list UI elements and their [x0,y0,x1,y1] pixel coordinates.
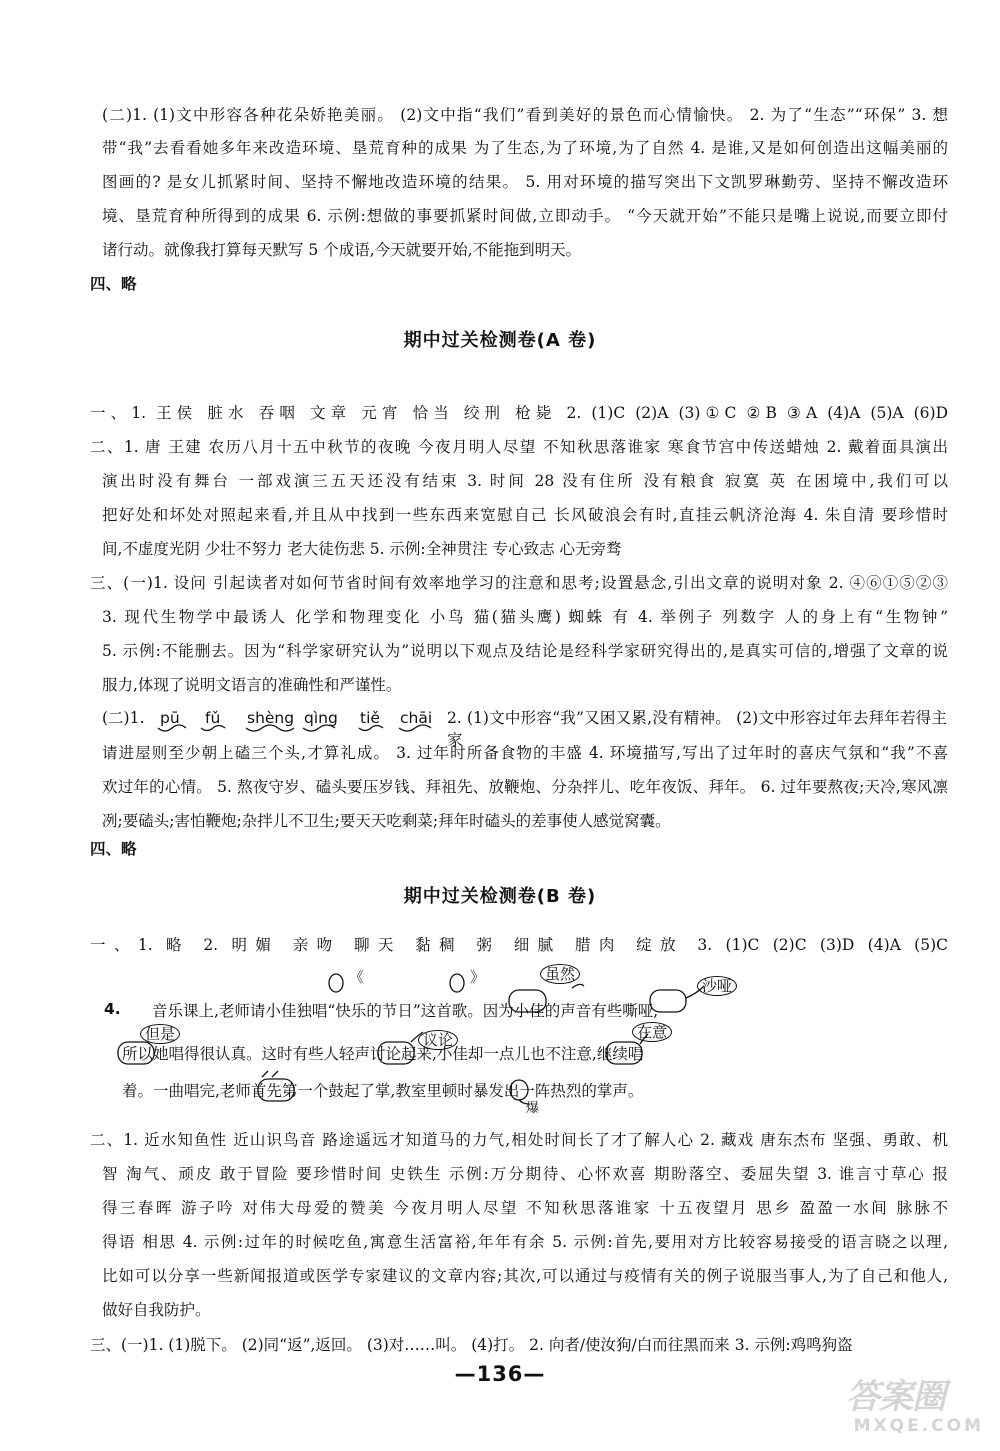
pinyin-prefix: (二)1. [102,709,145,727]
text-line: 诸行动。就像我打算每天默写 5 个成语,今天就要开始,不能拖到明天。 [102,241,582,259]
text-line: (二)1. (1)文中形容各种花朵娇艳美丽。 (2)文中指“我们”看到美好的景色而心情愉快。 2. 为了“生态”“环保” 3. 想 [102,106,948,124]
pinyin-item: shèng [247,709,295,727]
text-line: 带“我”去看看她多年来改造环境、垦荒育种的成果 为了生态,为了环境,为了自然 4. 是谁,又是如何创造出这幅美丽的 [102,139,948,157]
proof-mark: 议论 [418,1030,458,1050]
text-line: 三、(一)1. (1)脱下。 (2)同“返”,返回。 (3)对……叫。 (4)打。 2. 向者/使汝狗/白而往黑而来 3. 示例:鸡鸣狗盗 [90,1336,853,1354]
section-title-a: 期中过关检测卷(A 卷) [403,330,597,351]
proof-mark: 《 [349,968,365,986]
text-line: 二、1. 唐 王建 农历八月十五中秋节的夜晚 今夜月明人尽望 不知秋思落谁家 寒食节宫中传送蜡烛 2. 戴着面具演出 [90,438,948,456]
text-line: 服力,体现了说明文语言的准确性和严谨性。 [102,676,402,694]
text-line: 把好处和坏处对照起来看,并且从中找到一些东西来宽慰自己 长风破浪会有时,直挂云帆济沧海 4. 朱自清 要珍惜时 [102,506,948,524]
proof-line: 所以她唱得很认真。这时有些人轻声讨论起来,小佳却一点儿也不注意,继续唱 [122,1045,644,1063]
text-line: 得语 相思 4. 示例:过年的时候吃鱼,寓意生活富裕,年年有余 5. 示例:首先,要用对方比较容易接受的语言晓之以理, [102,1233,948,1251]
proof-mark: 爆 [526,1101,540,1116]
page-number: —136— [454,1362,546,1386]
section-title-b: 期中过关检测卷(B 卷) [403,886,597,907]
proof-line: 音乐课上,老师请小佳独唱“快乐的节日”这首歌。因为小佳的声音有些嘶哑, [152,1002,659,1020]
section-four: 四、略 [90,275,137,293]
proof-mark: 》 [470,968,486,986]
text-line: 一、1. 略 2. 明媚 亲吻 聊天 黏稠 粥 细腻 腊肉 绽放 3. (1)C (2)C (3)D (4)A (5)C [90,936,948,954]
watermark-bottom: MXQE.COM [853,1416,984,1436]
proof-line: 着。一曲唱完,老师首先第一个鼓起了掌,教室里顿时暴发出一阵热烈的掌声。 [122,1082,644,1100]
text-line: 5. 示例:不能删去。因为“科学家研究认为”说明以下观点及结论是经科学家研究得出的,是真实可信的,增强了文章的说 [102,642,948,660]
text-line: 冽;要磕头;害怕鞭炮;杂拌儿不卫生;要天天吃剩菜;拜年时磕头的差事使人感觉窝囊。 [102,812,671,830]
text-line: 图画的? 是女儿抓紧时间、坚持不懈地改造环境的结果。 5. 用对环境的描写突出下文凯罗琳勤劳、坚持不懈改造环 [102,173,948,191]
text-line: 欢过年的心情。 5. 熬夜守岁、磕头要压岁钱、拜祖先、放鞭炮、分杂拌儿、吃年夜饭、拜年。 6. 过年要熬夜;天冷,寒风凛 [102,778,948,796]
text-line: 请进屋则至少朝上磕三个头,才算礼成。 3. 过年时所备食物的丰盛 4. 环境描写,写出了过年时的喜庆气氛和“我”不喜 [102,744,948,762]
text-line: 2. (1)文中形容“我”又困又累,没有精神。 (2)文中形容过年去拜年若得主家 [447,709,947,749]
proof-mark: 沙哑 [697,976,737,996]
text-line: 3. 现代生物学中最诱人 化学和物理变化 小鸟 猫(猫头鹰) 蜘蛛 有 4. 举例子 列数字 人的身上有“生物钟” [102,608,948,626]
section-four: 四、略 [90,840,137,858]
pinyin-item: fǔ [205,709,221,727]
pinyin-item: pū [160,709,180,727]
proof-mark: 但是 [140,1024,180,1044]
text-line: 智 淘气、顽皮 敢于冒险 要珍惜时间 史铁生 示例:万分期待、心怀欢喜 期盼落空、委屈失望 3. 谁言寸草心 报 [102,1165,948,1183]
proof-mark: 虽然 [540,964,580,984]
text-line: 间,不虚度光阴 少壮不努力 老大徒伤悲 5. 示例:全神贯注 专心致志 心无旁骛 [102,540,622,558]
text-line: 得三春晖 游子吟 对伟大母爱的赞美 今夜月明人尽望 不知秋思落谁家 十五夜望月 思乡 盈盈一水间 脉脉不 [102,1199,948,1217]
proof-mark: 在意 [632,1022,672,1042]
text-line: 一、1. 王侯 脏水 吞咽 文章 元宵 恰当 绞刑 枪毙 2. (1)C (2)A (3)①C ②B ③A (4)A (5)A (6)D [90,404,948,422]
pinyin-item: chāi [400,709,433,727]
text-line: 做好自我防护。 [102,1301,211,1319]
watermark-top: 答案圈 [846,1377,945,1417]
text-line: 二、1. 近水知鱼性 近山识鸟音 路途遥远才知道马的力气,相处时间长了才了解人心 2. 藏戏 唐东杰布 坚强、勇敢、机 [90,1131,948,1149]
pinyin-item: qìng [304,709,338,727]
text-line: 境、垦荒育种所得到的成果 6. 示例:想做的事要抓紧时间做,立即动手。 “今天就开始”不能只是嘴上说说,而要立即付 [102,207,948,225]
text-line: 比如可以分享一些新闻报道或医学专家建议的文章内容;其次,可以通过与疫情有关的例子说服当事人,为了自己和他人, [102,1267,948,1285]
question-label: 4. [104,1000,121,1018]
pinyin-item: tiě [360,709,380,727]
text-line: 演出时没有舞台 一部戏演三五天还没有结束 3. 时间 28 没有住所 没有粮食 寂寞 英 在困境中,我们可以 [102,472,948,490]
watermark-logo [846,1378,988,1444]
text-line: 三、(一)1. 设问 引起读者对如何节省时间有效率地学习的注意和思考;设置悬念,引出文章的说明对象 2. ④⑥①⑤②③ [90,574,948,592]
